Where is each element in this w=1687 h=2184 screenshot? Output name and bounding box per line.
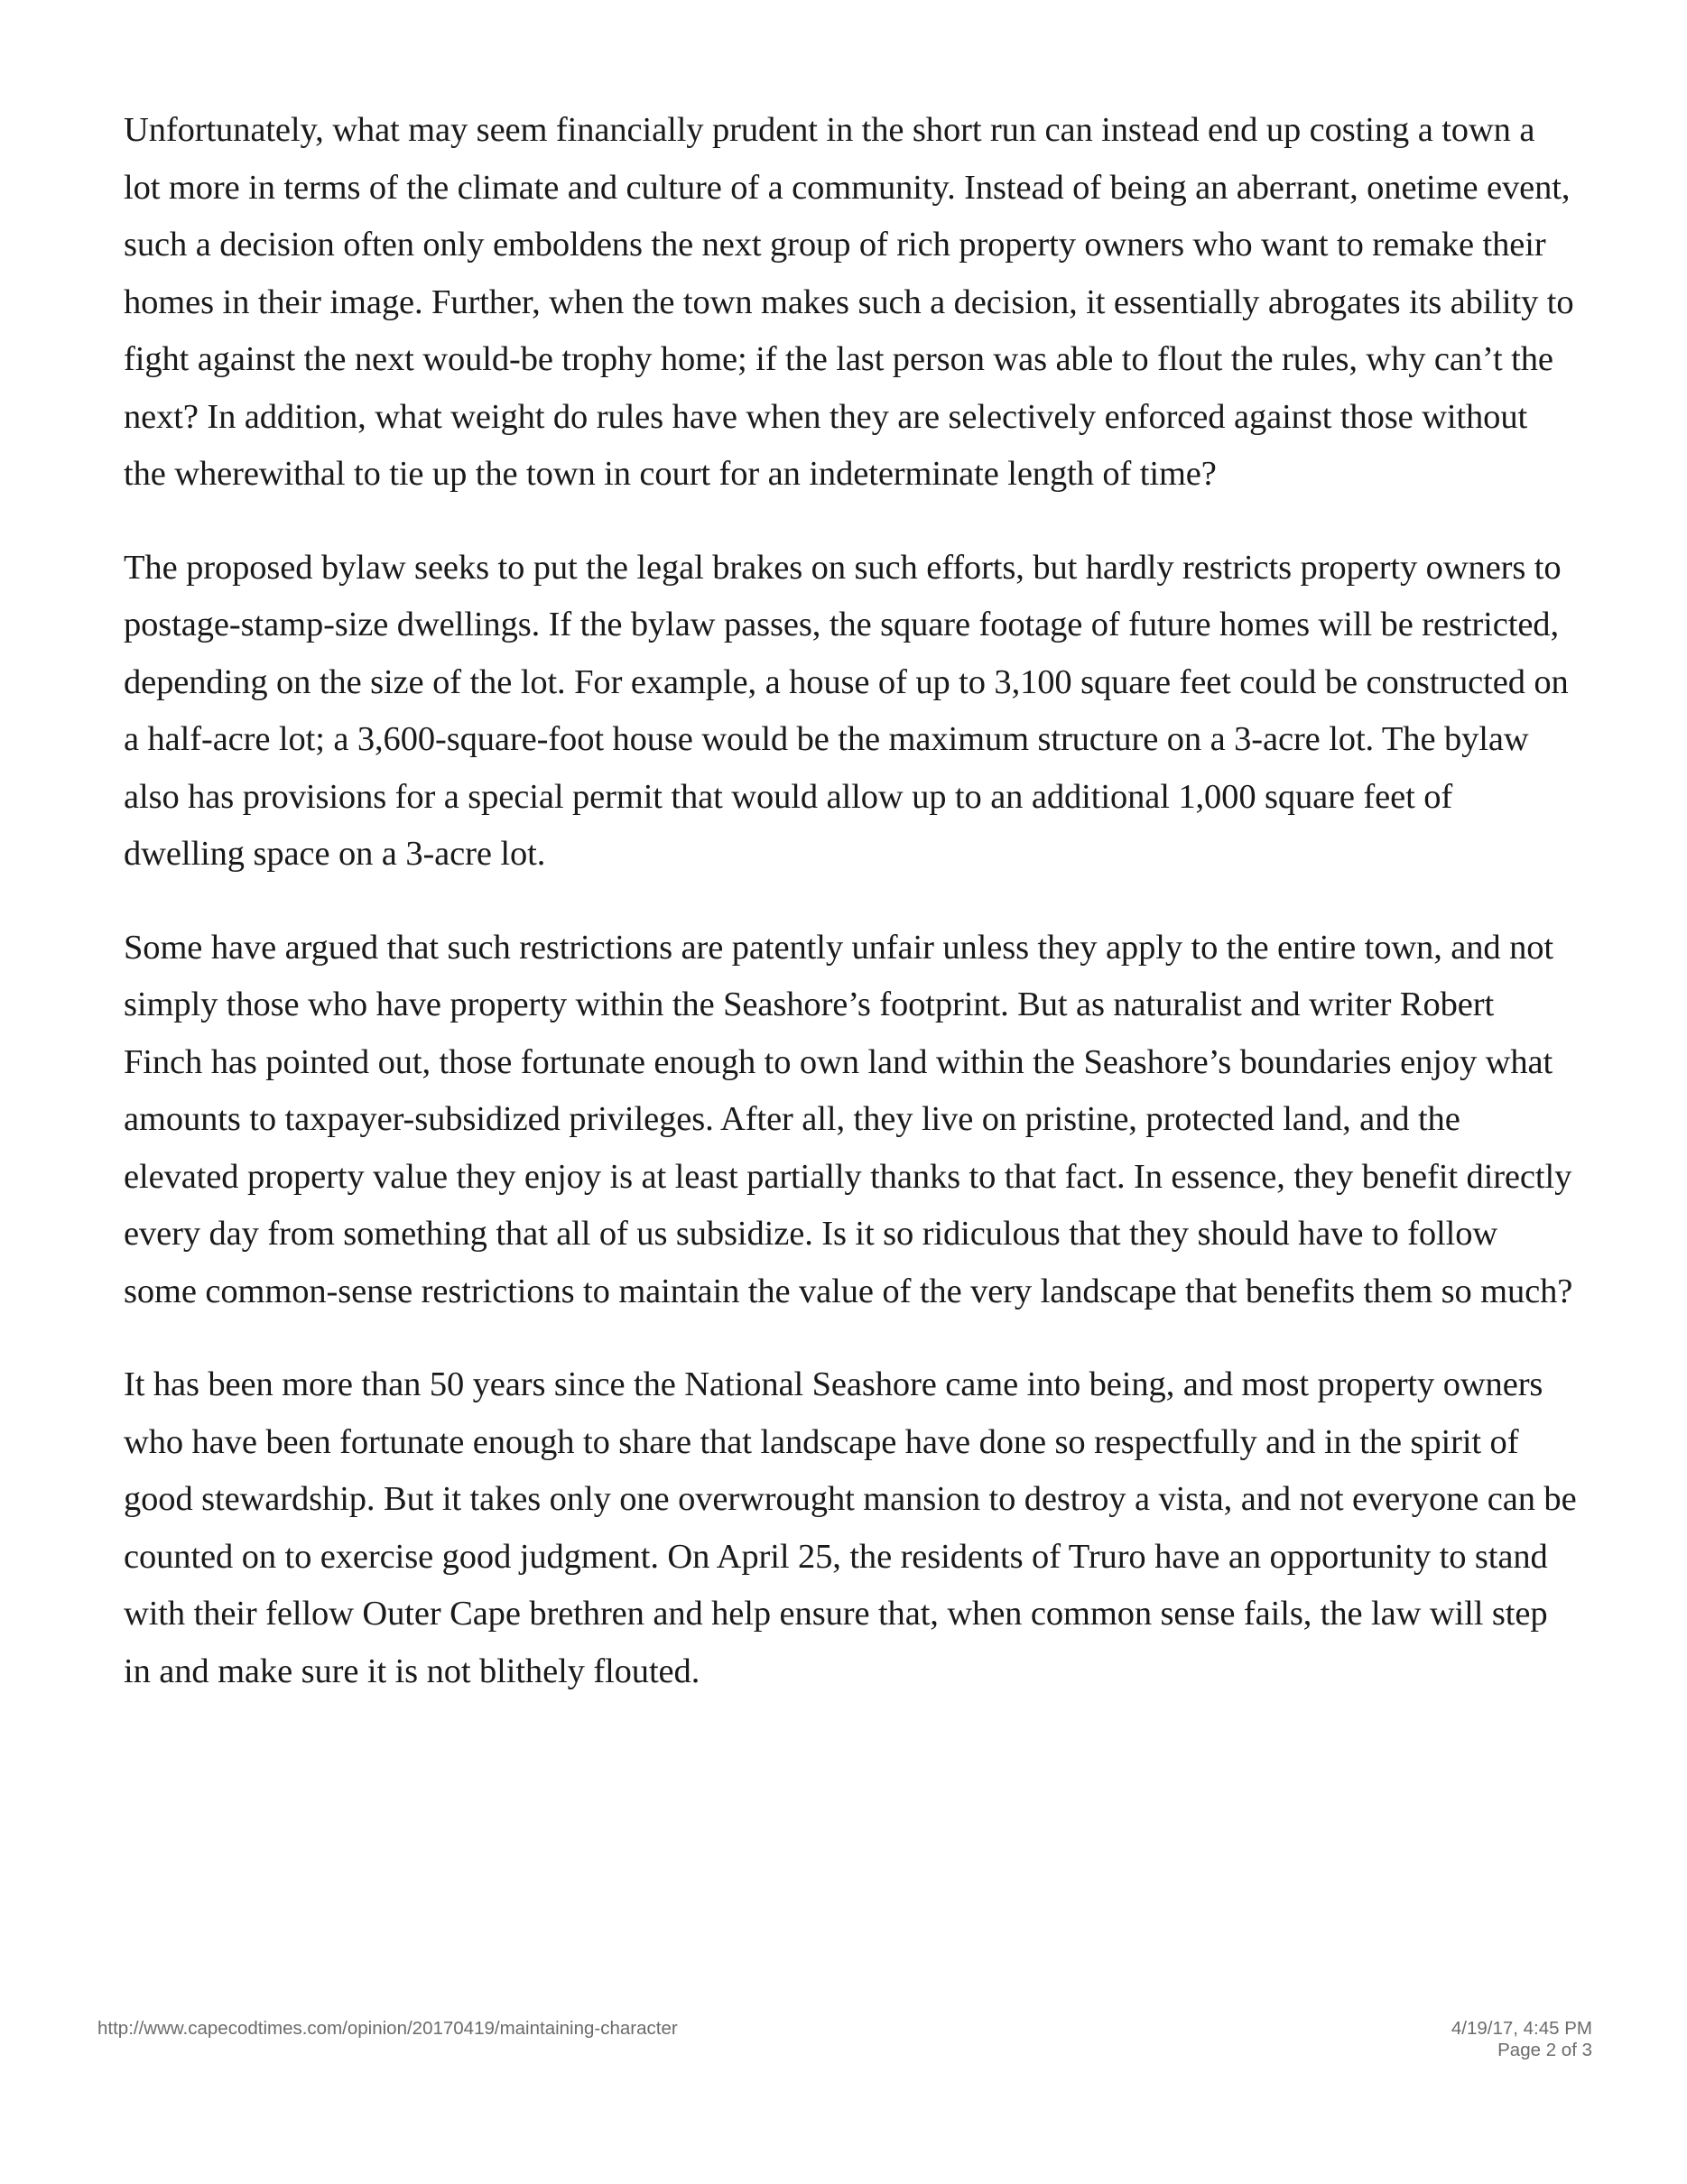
footer-meta — [1451, 2018, 1592, 2061]
article-paragraph: The proposed bylaw seeks to put the legal brakes on such efforts, but hardly restricts property owners to postage-stamp-size dwellings. If the bylaw passes, the square footage of future homes will be restricted, depending on the size of the lot. For example, a house of up to 3,100 square feet could be constructed on a half-acre lot; a 3,600-square-foot house would be the maximum structure on a 3-acre lot. The bylaw also has provisions for a special permit that would allow up to an additional 1,000 square feet of dwelling space on a 3-acre lot. — [124, 548, 1569, 873]
page-number: Page 2 of 3 — [1497, 2040, 1592, 2060]
print-timestamp: 4/19/17, 4:45 PM — [1451, 2018, 1592, 2039]
article-paragraph: It has been more than 50 years since the National Seashore came into being, and most property owners who have been fortunate enough to share that landscape have done so respectfully and in the spirit of good stewardship. But it takes only one overwrought mansion to destroy a vista, and not everyone can be counted on to exercise good judgment. On April 25, the residents of Truro have an opportunity to stand with their fellow Outer Cape brethren and help ensure that, when common sense fails, the law will step in and make sure it is not blithely flouted. — [124, 1365, 1577, 1690]
article-body — [124, 102, 1577, 1700]
footer-url: http://www.capecodtimes.com/opinion/20170419/maintaining-character — [97, 2018, 678, 2039]
article-paragraph: Some have argued that such restrictions are patently unfair unless they apply to the entire town, and not simply those who have property within the Seashore’s footprint. But as naturalist and writer Robert Finch has pointed out, those fortunate enough to own land within the Seashore’s boundaries enjoy what amounts to taxpayer-subsidized privileges. After all, they live on pristine, protected land, and the elevated property value they enjoy is at least partially thanks to that fact. In essence, they benefit directly every day from something that all of us subsidize. Is it so ridiculous that they should have to follow some common-sense restrictions to maintain the value of the very landscape that benefits them so much? — [124, 928, 1573, 1310]
article-paragraph: Unfortunately, what may seem financially prudent in the short run can instead end up costing a town a lot more in terms of the climate and culture of a community. Instead of being an aberrant, onetime event, such a decision often only emboldens the next group of rich property owners who want to remake their homes in their image. Further, when the town makes such a decision, it essentially abrogates its ability to fight against the next would-be trophy home; if the last person was able to flout the rules, why can’t the next? In addition, what weight do rules have when they are selectively enforced against those without the wherewithal to tie up the town in court for an indeterminate length of time? — [124, 111, 1574, 493]
